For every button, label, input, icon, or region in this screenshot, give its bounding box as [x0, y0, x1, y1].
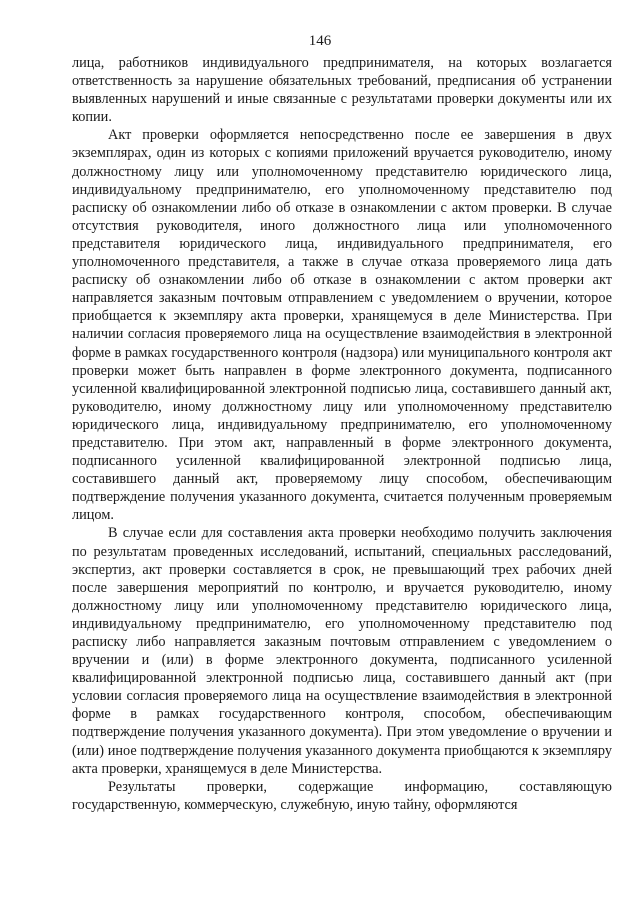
- page-number: 146: [308, 33, 332, 49]
- document-body: [72, 54, 612, 814]
- paragraph-classified-results: Результаты проверки, содержащие информацию, составляющую государственную, коммерческую, служебную, иную тайну, оформляются: [72, 778, 612, 813]
- paragraph-continuation: лица, работников индивидуального предпринимателя, на которых возлагается ответственность за нарушение обязательных требований, предписания об устранении выявленных нарушений и иные связанные с результатами проверки документы или их копии.: [72, 55, 612, 126]
- paragraph-expert-conclusions: В случае если для составления акта проверки необходимо получить заключения по результатам проведенных исследований, испытаний, специальных расследований, экспертиз, акт проверки составляется в срок, не превышающий трех рабочих дней после завершения мероприятий по контролю, и вручается руководителю, иному должностному лицу или уполномоченному представителю юридического лица, индивидуальному предпринимателю, его уполномоченному представителю под расписку либо направляется заказным почтовым отправлением с уведомлением о вручении и (или) в форме электронного документа, подписанного усиленной квалифицированной электронной подписью лица, составившего данный акт (при условии согласия проверяемого лица на осуществление взаимодействия в электронной форме в рамках государственного контроля, способом, обеспечивающим подтверждение получения указанного документа). При этом уведомление о вручении и (или) иное подтверждение получения указанного документа приобщаются к экземпляру акта проверки, хранящемуся в деле Министерства.: [72, 525, 612, 777]
- paragraph-inspection-act: Акт проверки оформляется непосредственно после ее завершения в двух экземплярах, один из которых с копиями приложений вручается руководителю, иному должностному лицу или уполномоченному представителю юридического лица, индивидуальному предпринимателю, его уполномоченному представителю под расписку об ознакомлении либо об отказе в ознакомлении с актом проверки. В случае отсутствия руководителя, иного должностного лица или уполномоченного представителя юридического лица, индивидуального предпринимателя, его уполномоченного представителя, а также в случае отказа проверяемого лица дать расписку об ознакомлении либо об отказе в ознакомлении с актом проверки акт направляется заказным почтовым отправлением с уведомлением о вручении, которое приобщается к экземпляру акта проверки, хранящемуся в деле Министерства. При наличии согласия проверяемого лица на осуществление взаимодействия в электронной форме в рамках государственного контроля (надзора) или муниципального контроля акт проверки может быть направлен в форме электронного документа, подписанного усиленной квалифицированной электронной подписью лица, составившего данный акт, руководителю, иному должностному лицу или уполномоченному представителю юридического лица, индивидуальному предпринимателю, его уполномоченному представителю. При этом акт, направленный в форме электронного документа, подписанного усиленной квалифицированной электронной подписью лица, составившего данный акт, проверяемому лицу способом, обеспечивающим подтверждение получения указанного документа, считается полученным проверяемым лицом.: [72, 127, 612, 524]
